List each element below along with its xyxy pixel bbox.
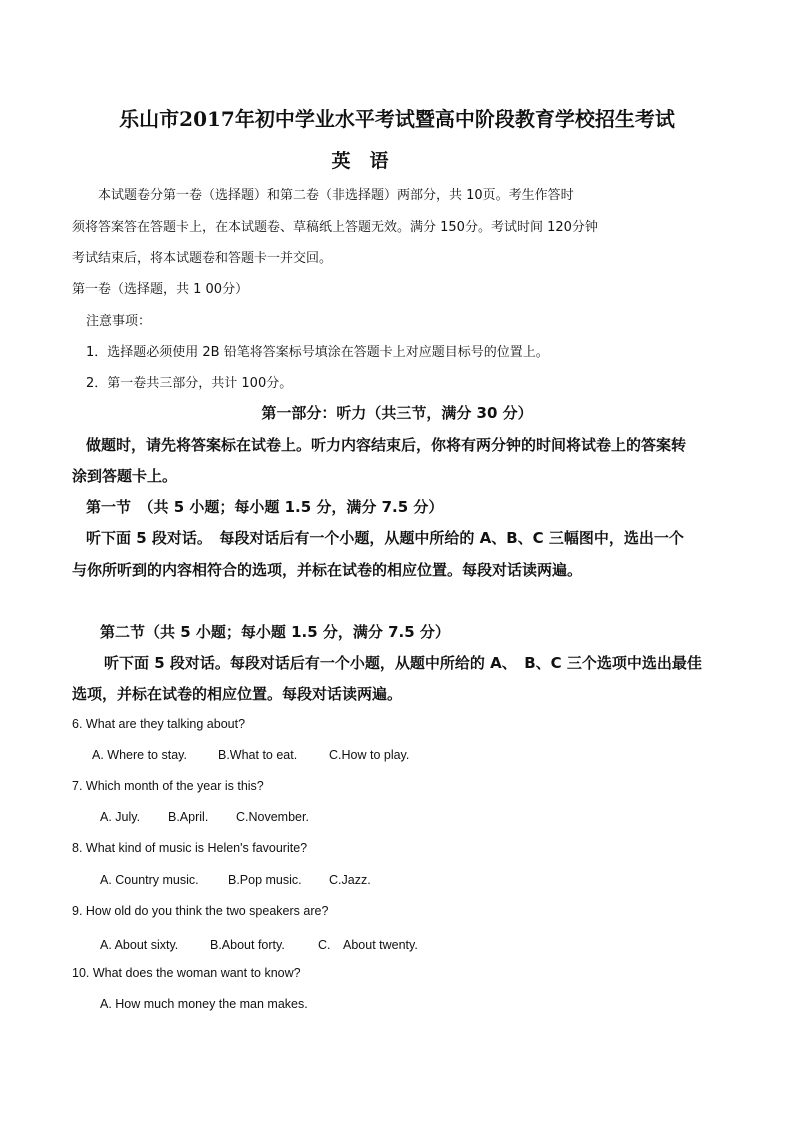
option-c: C.How to play. bbox=[329, 748, 410, 762]
option-c: C.November. bbox=[236, 810, 309, 824]
section1-instruction-line-2: 与你所听到的内容相符合的选项，并标在试卷的相应位置。每段对话读两遍。 bbox=[72, 561, 583, 579]
exam-title: 乐山市2017年初中学业水平考试暨高中阶段教育学校招生考试 bbox=[119, 107, 675, 131]
question-options bbox=[100, 935, 418, 953]
question-options bbox=[100, 810, 309, 824]
option-a: A. Where to stay. bbox=[92, 748, 187, 762]
question-stem: 6. What are they talking about? bbox=[72, 717, 246, 731]
option-a: A. How much money the man makes. bbox=[100, 997, 308, 1011]
notice-item-1: 1．选择题必须使用 2B 铅笔将答案标号填涂在答题卡上对应题目标号的位置上。 bbox=[86, 345, 549, 360]
option-a: A. Country music. bbox=[100, 873, 199, 887]
question-stem: 8. What kind of music is Helen's favourite? bbox=[72, 841, 308, 855]
volume1-heading: 第一卷（选择题，共 1 00分） bbox=[72, 282, 249, 297]
section2-instruction-line-1: 听下面 5 段对话。每段对话后有一个小题，从题中所给的 A、 B、C 三个选项中选出最佳 bbox=[104, 654, 702, 672]
option-a: A. About sixty. bbox=[100, 938, 179, 952]
notice-item-2: 2．第一卷共三部分，共计 100分。 bbox=[86, 376, 293, 391]
question-stem: 10. What does the woman want to know? bbox=[72, 966, 301, 980]
question-options bbox=[100, 997, 308, 1011]
subject-title: 英 语 bbox=[331, 150, 389, 172]
question-options bbox=[100, 873, 371, 887]
option-b: B.About forty. bbox=[210, 938, 285, 952]
notice-label: 注意事项： bbox=[86, 314, 152, 329]
intro-line-3: 考试结束后，将本试题卷和答题卡一并交回。 bbox=[72, 251, 333, 266]
option-b: B.What to eat. bbox=[218, 748, 298, 762]
option-c: C.Jazz. bbox=[329, 873, 371, 887]
option-c: C. About twenty. bbox=[318, 938, 418, 952]
part1-title: 第一部分：听力（共三节，满分 30 分） bbox=[261, 404, 533, 422]
part1-instruction-line-1: 做题时，请先将答案标在试卷上。听力内容结束后，你将有两分钟的时间将试卷上的答案转 bbox=[86, 436, 687, 454]
question-options bbox=[92, 748, 409, 762]
section2-title: 第二节（共 5 小题；每小题 1.5 分，满分 7.5 分） bbox=[100, 623, 450, 641]
option-b: B.April. bbox=[168, 810, 209, 824]
question-stem: 7. Which month of the year is this? bbox=[72, 779, 264, 793]
intro-line-1: 本试题卷分第一卷（选择题）和第二卷（非选择题）两部分，共 10页。考生作答时 bbox=[98, 188, 574, 203]
section1-instruction-line-1: 听下面 5 段对话。 每段对话后有一个小题，从题中所给的 A、B、C 三幅图中，选出一个 bbox=[86, 529, 684, 547]
intro-line-2: 须将答案答在答题卡上，在本试题卷、草稿纸上答题无效。满分 150分。考试时间 120分钟 bbox=[72, 220, 598, 235]
part1-instruction-line-2: 涂到答题卡上。 bbox=[72, 467, 178, 485]
section1-title: 第一节 （共 5 小题；每小题 1.5 分，满分 7.5 分） bbox=[86, 498, 444, 516]
option-a: A. July. bbox=[100, 810, 141, 824]
option-b: B.Pop music. bbox=[228, 873, 302, 887]
question-stem: 9. How old do you think the two speakers are? bbox=[72, 904, 329, 918]
section2-instruction-line-2: 选项，并标在试卷的相应位置。每段对话读两遍。 bbox=[72, 685, 403, 703]
